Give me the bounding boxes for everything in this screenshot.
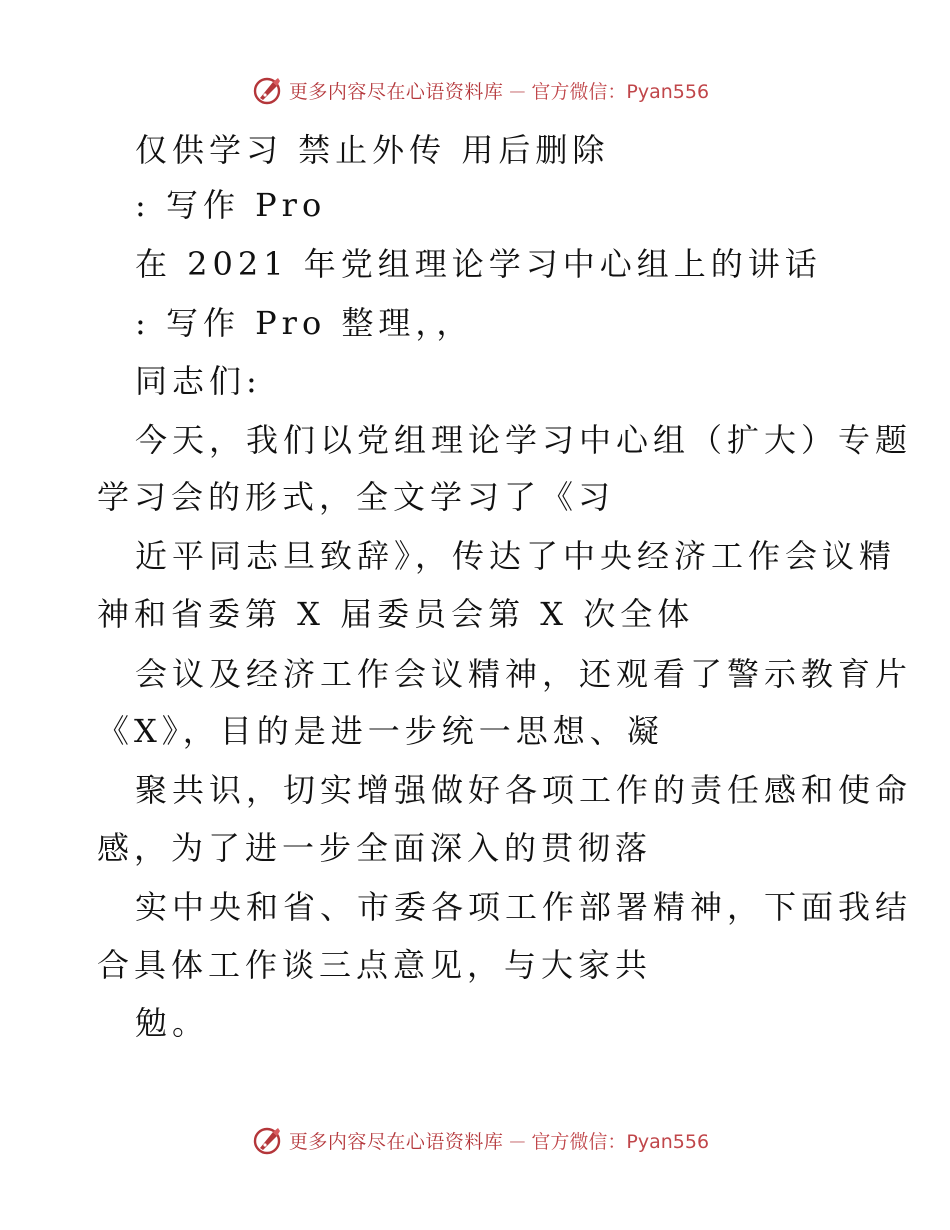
pen-nib-logo-icon: [251, 1124, 283, 1156]
text-line: 学习会的形式，全文学习了《习: [97, 478, 616, 516]
footer-banner-dash: —: [509, 1130, 526, 1150]
text-line: 会议及经济工作会议精神，还观看了警示教育片: [135, 655, 913, 693]
footer-banner-inner: [251, 1124, 709, 1156]
text-line: 聚共识，切实增强做好各项工作的责任感和使命: [135, 771, 913, 809]
text-line: 勉。: [135, 1004, 210, 1042]
footer-banner-text: 更多内容尽在心语资料库: [288, 1130, 504, 1153]
text-line: 今天，我们以党组理论学习中心组（扩大）专题: [135, 421, 913, 459]
footer-banner-contact: 官方微信：Pyan556: [531, 1130, 710, 1153]
header-banner-contact: 官方微信：Pyan556: [531, 80, 710, 103]
text-line-salutation: 同志们:: [135, 362, 262, 400]
text-line-author: : 写作 Pro: [135, 186, 327, 224]
header-banner-dash: —: [509, 80, 526, 100]
pen-nib-logo-icon: [251, 74, 283, 106]
header-banner-text: 更多内容尽在心语资料库: [288, 80, 504, 103]
text-line: 合具体工作谈三点意见，与大家共: [97, 946, 653, 984]
text-line-compiled-by: : 写作 Pro 整理，，: [135, 304, 474, 342]
text-line: 神和省委第 X 届委员会第 X 次全体: [97, 595, 695, 633]
text-line: 实中央和省、市委各项工作部署精神，下面我结: [135, 888, 913, 926]
text-line: 《X》，目的是进一步统一思想、凝: [97, 712, 664, 750]
footer-banner: [0, 1120, 950, 1160]
text-line: 近平同志旦致辞》，传达了中央经济工作会议精: [135, 537, 897, 575]
text-line-notice: 仅供学习 禁止外传 用后删除: [135, 131, 610, 169]
text-line-title: 在 2021 年党组理论学习中心组上的讲话: [135, 245, 822, 283]
header-banner-inner: [251, 74, 709, 106]
text-line: 感，为了进一步全面深入的贯彻落: [97, 829, 653, 867]
header-banner: [0, 70, 950, 110]
